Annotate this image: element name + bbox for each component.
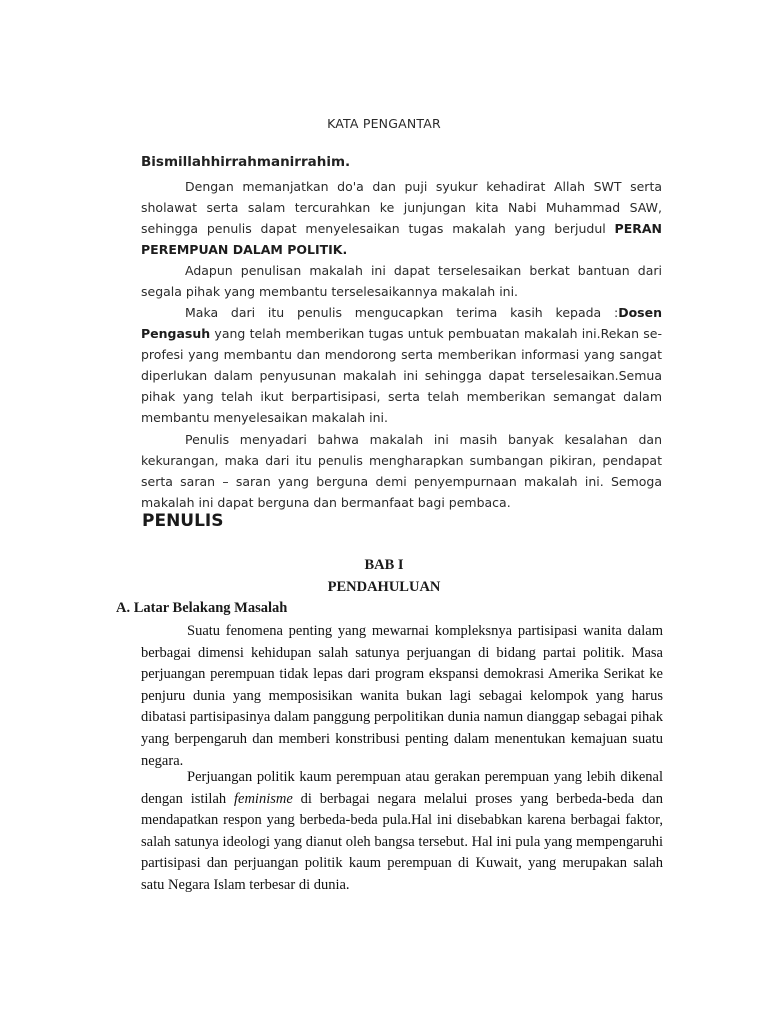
chapter-p2-post: di berbagai negara melalui proses yang berbeda-beda dan mendapatkan respon yang berbeda-beda pula.Hal ini disebabkan karena berbagai faktor, salah satunya ideologi yang dianut oleh bangsa tersebut. Hal ini pula yang mempengaruhi partisipasi dan perjuangan politik kaum perempuan di Kuwait, yang merupakan salah satu Negara Islam terbesar di dunia. bbox=[141, 790, 663, 893]
foreword-paragraph-2 bbox=[141, 260, 662, 302]
chapter-paragraph-1 bbox=[141, 621, 663, 772]
foreword-paragraph-3 bbox=[141, 302, 662, 428]
foreword-paragraph-4 bbox=[141, 429, 662, 513]
foreword-p4-text: Penulis menyadari bahwa makalah ini masih banyak kesalahan dan kekurangan, maka dari itu penulis mengharapkan sumbangan pikiran, pendapat serta saran – saran yang berguna demi penyempurnaan makalah ini. Semoga makalah ini dapat berguna dan bermanfaat bagi pembaca. bbox=[141, 432, 662, 510]
foreword-title: KATA PENGANTAR bbox=[327, 116, 441, 131]
foreword-p3-pre: Maka dari itu penulis mengucapkan terima kasih kepada : bbox=[185, 305, 619, 320]
chapter-p2-italic-term: feminisme bbox=[233, 790, 293, 807]
foreword-signoff: PENULIS bbox=[142, 511, 224, 531]
chapter-number: BAB I bbox=[364, 557, 404, 573]
chapter-title: PENDAHULUAN bbox=[327, 579, 441, 595]
foreword-p3-bold: Dosen Pengasuh bbox=[141, 305, 662, 341]
foreword-paragraph-1 bbox=[141, 176, 662, 260]
foreword-p3-post: yang telah memberikan tugas untuk pembuatan makalah ini.Rekan se-profesi yang membantu dan mendorong serta memberikan informasi yang sangat diperlukan dalam penyusunan makalah ini sehingga dapat terselesaikan.Semua pihak yang telah ikut berpartisipasi, serta telah memberikan semangat dalam membantu menyelesaikan makalah ini. bbox=[141, 326, 662, 425]
chapter-paragraph-2 bbox=[141, 767, 663, 897]
foreword-p2-text: Adapun penulisan makalah ini dapat terselesaikan berkat bantuan dari segala pihak yang membantu terselesaikannya makalah ini. bbox=[141, 263, 662, 299]
section-heading: A. Latar Belakang Masalah bbox=[116, 600, 288, 616]
chapter-p2-pre: Perjuangan politik kaum perempuan atau gerakan perempuan yang lebih dikenal dengan istilah bbox=[141, 769, 663, 807]
paper-topic-title: PERAN PEREMPUAN DALAM POLITIK. bbox=[141, 221, 662, 257]
chapter-p1-text: Suatu fenomena penting yang mewarnai kompleksnya partisipasi wanita dalam berbagai dimensi kehidupan salah satunya perjuangan di bidang partai politik. Masa perjuangan perempuan tidak lepas dari program ekspansi demokrasi Amerika Serikat ke penjuru dunia yang memposisikan wanita bukan lagi sebagai kelompok yang harus dibatasi partisipasinya dalam panggung perpolitikan dunia namun dianggap sebagai pihak yang berpengaruh dan memberi konstribusi penting dalam menentukan kemajuan suatu negara. bbox=[141, 623, 663, 769]
foreword-p1-text: Dengan memanjatkan do'a dan puji syukur kehadirat Allah SWT serta sholawat serta salam tercurahkan ke junjungan kita Nabi Muhammad SAW, sehingga penulis dapat menyelesaikan tugas makalah yang berjudul bbox=[141, 179, 662, 236]
basmalah-line: Bismillahhirrahmanirrahim. bbox=[141, 154, 351, 170]
